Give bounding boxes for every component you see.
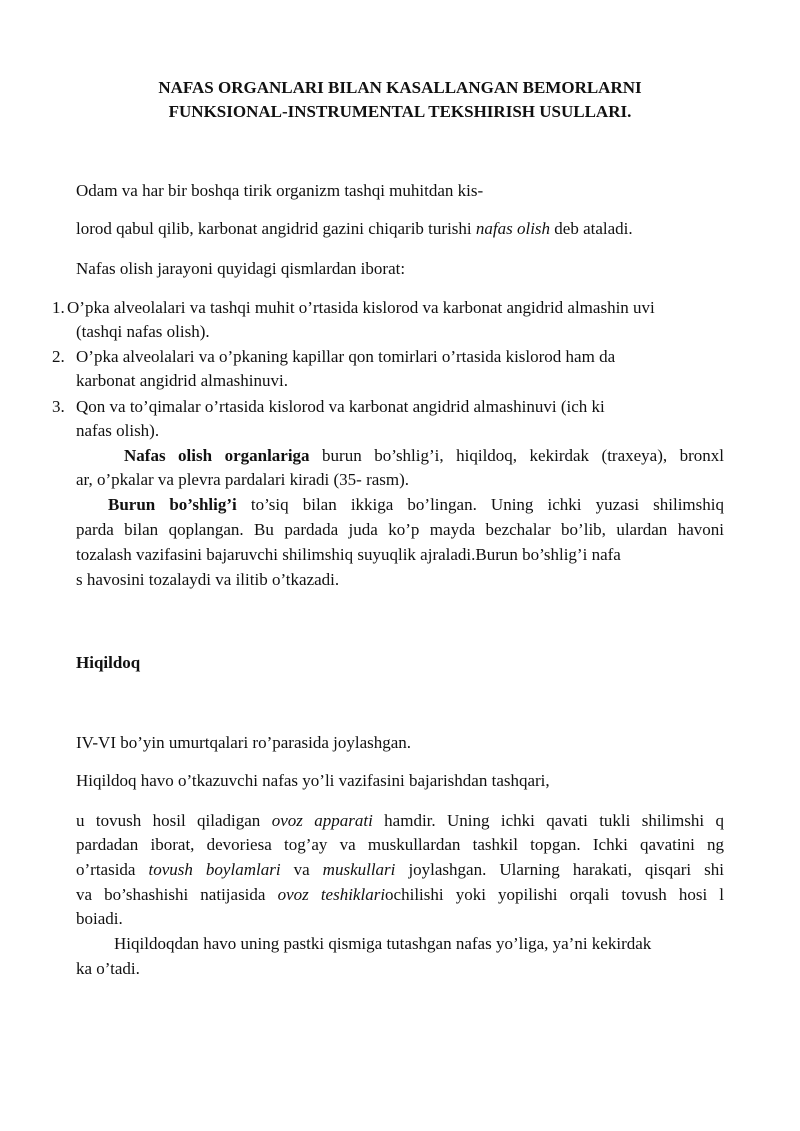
intro-line-3: Nafas olish jarayoni quyidagi qismlardan iborat: (76, 259, 406, 278)
hiqildoq-p4-line-2: ka o’tadi. (76, 959, 140, 978)
term-nafas-olish-organlariga: Nafas olish organlariga (124, 446, 310, 465)
hiqildoq-p3-line-2: pardadan iborat, devoriesa tog’ay va muskullardan tashkil topgan. Ichki qavatini ng (76, 835, 724, 854)
hiqildoq-p3-line-3: o’rtasida tovush boylamlari va muskullari joylashgan. Ularning harakati, qisqari shi (76, 860, 725, 879)
intro-line-2: lorod qabul qilib, karbonat angidrid gazini chiqarib turishi nafas olish deb ataladi. (76, 219, 633, 238)
list-item-3-line-1: Qon va to’qimalar o’rtasida kislorod va karbonat angidrid almashinuvi (ich ki (76, 397, 605, 416)
nose-line-2: parda bilan qoplangan. Bu pardada juda ko’p mayda bezchalar bo’lib, ulardan havoni (76, 520, 724, 539)
term-burun-boshligi: Burun bo’shlig’i (108, 495, 237, 514)
list-item-2-line-1: O’pka alveolalari va o’pkaning kapillar qon tomirlari o’rtasida kislorod ham da (76, 347, 616, 366)
nose-line-3: tozalash vazifasini bajaruvchi shilimshiq suyuqlik ajraladi.Burun bo’shlig’i nafa (76, 545, 621, 564)
list-item-3-line-2: nafas olish). (76, 421, 160, 440)
organs-line-1: Nafas olish organlariga burun bo’shlig’i, hiqildoq, kekirdak (traxeya), bronxl (124, 446, 725, 465)
hiqildoq-p3-line-4: va bo’shashishi natijasida ovoz teshiklariochilishi yoki yopilishi orqali tovush hosi l (76, 885, 724, 904)
term-muskullari: muskullari (322, 860, 396, 879)
hiqildoq-p4-line-1: Hiqildoqdan havo uning pastki qismiga tutashgan nafas yo’liga, ya’ni kekirdak (114, 934, 652, 953)
hiqildoq-p1: IV-VI bo’yin umurtqalari ro’parasida joylashgan. (76, 733, 412, 752)
hiqildoq-p2: Hiqildoq havo o’tkazuvchi nafas yo’li vazifasini bajarishdan tashqari, (76, 771, 550, 790)
hiqildoq-p3-line-1: u tovush hosil qiladigan ovoz apparati hamdir. Uning ichki qavati tukli shilimshi q (76, 811, 724, 830)
nose-line-4: s havosini tozalaydi va ilitib o’tkazadi. (76, 570, 340, 589)
list-item-1-line-2: (tashqi nafas olish). (76, 322, 210, 341)
term-tovush-boylamlari: tovush boylamlari (148, 860, 281, 879)
list-item-1-line-1: O’pka alveolalari va tashqi muhit o’rtasida kislorod va karbonat angidrid almashin uvi (67, 298, 655, 317)
organs-line-2: ar, o’pkalar va plevra pardalari kiradi (35- rasm). (76, 470, 410, 489)
term-nafas-olish: nafas olish (475, 219, 551, 238)
term-ovoz-teshiklari: ovoz teshiklari (277, 885, 386, 904)
intro-line-1: Odam va har bir boshqa tirik organizm tashqi muhitdan kis- (76, 181, 484, 200)
list-item-3-number: 3. (52, 397, 65, 416)
list-item-2-number: 2. (52, 347, 65, 366)
term-ovoz-apparati: ovoz apparati (271, 811, 373, 830)
nose-line-1: Burun bo’shlig’i to’siq bilan ikkiga bo’lingan. Uning ichki yuzasi shilimshiq (108, 495, 724, 514)
title-line-2: FUNKSIONAL-INSTRUMENTAL TEKSHIRISH USULLARI. (168, 102, 632, 121)
title-line-1: NAFAS ORGANLARI BILAN KASALLANGAN BEMORLARNI (158, 78, 642, 97)
list-item-1-number: 1. (52, 298, 65, 317)
list-item-2-line-2: karbonat angidrid almashinuvi. (76, 371, 288, 390)
section-heading-hiqildoq: Hiqildoq (76, 653, 141, 672)
hiqildoq-p3-line-5: boiadi. (76, 909, 123, 928)
